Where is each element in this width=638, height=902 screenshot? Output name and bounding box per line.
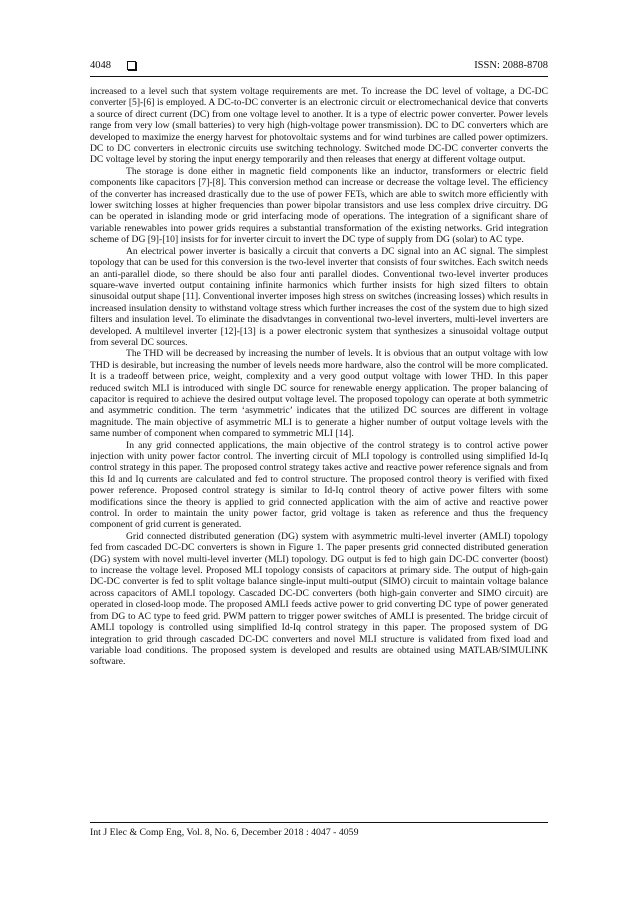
page-number: 4048 [90, 60, 111, 71]
page-header [90, 56, 548, 77]
body-text [90, 86, 548, 668]
paragraph: The THD will be decreased by increasing the number of levels. It is obvious that an output voltage with low THD is desirable, but increasing the number of levels needs more hardware, also the control will be more complicated. It is a tradeoff between price, weight, complexity and a very good output voltage with lower THD. In this paper reduced switch MLI is introduced with single DC source for renewable energy application. The proper balancing of capacitor is required to achieve the desired output voltage level. The proposed topology can operate at both symmetric and asymmetric condition. The term ‘asymmetric’ indicates that the utilized DC sources are different in voltage magnitude. The main objective of asymmetric MLI is to generate a higher number of output voltage levels with the same number of component when compared to symmetric MLI [14]. [90, 348, 548, 440]
page-footer [90, 822, 548, 838]
journal-citation: Int J Elec & Comp Eng, Vol. 8, No. 6, December 2018 : 4047 - 4059 [90, 827, 359, 838]
issn: ISSN: 2088-8708 [474, 60, 548, 71]
hollow-square-icon [127, 61, 136, 70]
paragraph: In any grid connected applications, the main objective of the control strategy is to control active power injection with unity power factor control. The inverting circuit of MLI topology is controlled using simplified Id-Iq control strategy in this paper. The proposed control strategy takes active and reactive power reference signals and from this Id and Iq currents are calculated and fed to control structure. The proposed control theory is verified with fixed power reference. Proposed control strategy is similar to Id-Iq control theory of active power filters with some modifications since the theory is applied to grid connected application with the aim of active and reactive power control. In order to maintain the unity power factor, grid voltage is taken as reference and thus the frequency component of grid current is generated. [90, 439, 548, 531]
paragraph: increased to a level such that system voltage requirements are met. To increase the DC level of voltage, a DC-DC converter [5]-[6] is employed. A DC-to-DC converter is an electronic circuit or electromechanical device that converts a source of direct current (DC) from one voltage level to another. It is a type of electric power converter. Power levels range from very low (small batteries) to very high (high-voltage power transmission). DC to DC converters which are developed to maximize the energy harvest for photovoltaic systems and for wind turbines are called power optimizers. DC to DC converters in electronic circuits use switching technology. Switched mode DC-DC converter converts the DC voltage level by storing the input energy temporarily and then releases that energy at different voltage output. [90, 86, 548, 166]
paragraph: Grid connected distributed generation (DG) system with asymmetric multi-level inverter (AMLI) topology fed from cascaded DC-DC converters is shown in Figure 1. The paper presents grid connected distributed generation (DG) system with novel multi-level inverter (MLI) topology. DG output is fed to high gain DC-DC converter (boost) to increase the voltage level. Proposed MLI topology consists of capacitors at primary side. The output of high-gain DC-DC converter is fed to split voltage balance single-input multi-output (SIMO) circuit to maintain voltage balance across capacitors of AMLI topology. Cascaded DC-DC converters (both high-gain converter and SIMO circuit) are operated in closed-loop mode. The proposed AMLI feeds active power to grid converting DC type of power generated from DG to AC type to feed grid. PWM pattern to trigger power switches of AMLI is presented. The bridge circuit of AMLI topology is controlled using simplified Id-Iq control strategy in this paper. The proposed system of DG integration to grid through cascaded DC-DC converters and novel MLI structure is validated from fixed load and variable load conditions. The proposed system is developed and results are obtained using MATLAB/SIMULINK software. [90, 530, 548, 668]
paragraph: The storage is done either in magnetic field components like an inductor, transformers or electric field components like capacitors [7]-[8]. This conversion method can increase or decrease the voltage level. The efficiency of the converter has increased drastically due to the use of power FETs, which are able to switch more efficiently with lower switching losses at higher frequencies than power bipolar transistors and use less complex drive circuitry. DG can be operated in islanding mode or grid interfacing mode of operations. The integration of a significant share of variable renewables into power grids requires a substantial transformation of the existing networks. Grid integration scheme of DG [9]-[10] insists for for inverter circuit to invert the DC type of supply from DG (solar) to AC type. [90, 165, 548, 246]
paragraph: An electrical power inverter is basically a circuit that converts a DC signal into an AC signal. The simplest topology that can be used for this conversion is the two-level inverter that consists of four switches. Each switch needs an anti-parallel diode, so there should be also four anti parallel diodes. Conventional two-level inverter produces square-wave inverted output containing infinite harmonics which further insists for high sized filters to obtain sinusoidal output shape [11]. Conventional inverter imposes high stress on switches (increasing losses) which results in increased insulation density to withstand voltage stress which further increases the cost of the system due to high sized filters and insulation level. To eliminate the disadvtanges in conventional two-level inverters, multi-level inverters are developed. A multilevel inverter [12]-[13] is a power electronic system that synthesizes a sinusoidal voltage output from several DC sources. [90, 245, 548, 348]
